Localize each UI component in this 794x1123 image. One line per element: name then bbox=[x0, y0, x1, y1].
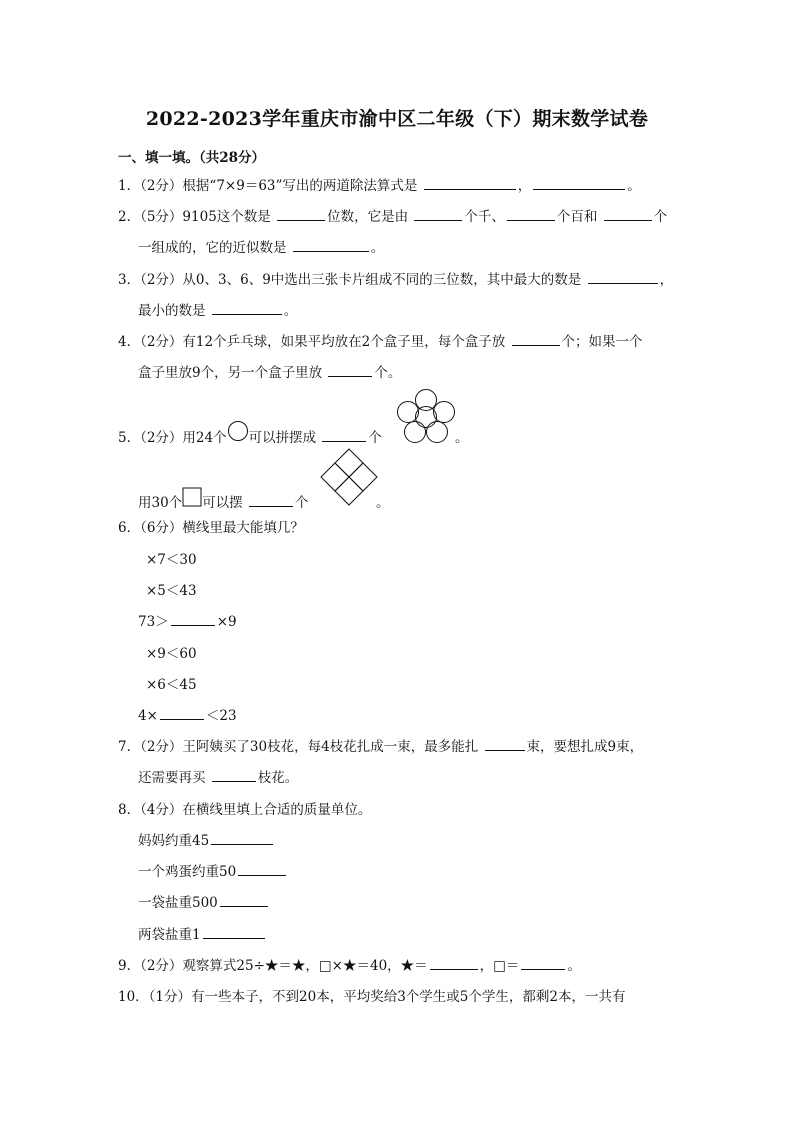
q8-row-4 bbox=[138, 925, 267, 945]
q6-row-6-a: 4× bbox=[138, 708, 158, 724]
q5-text-g: 个 bbox=[294, 495, 309, 511]
q6-blank-6[interactable] bbox=[160, 706, 204, 720]
question-8: 8．（4分）在横线里填上合适的质量单位。 bbox=[118, 802, 372, 818]
q6-row-1: ×7＜30 bbox=[146, 552, 197, 568]
q1-text: 1．（2分）根据“7×9＝63”写出的两道除法算式是 bbox=[118, 178, 418, 194]
q2-text-c: 个千、 bbox=[464, 209, 505, 225]
q7-text: 7．（2分）王阿姨买了30枝花，每4枝花扎成一束，最多能扎 bbox=[118, 739, 479, 755]
q5-blank-1[interactable] bbox=[322, 428, 366, 442]
q5-text-f: 可以摆 bbox=[202, 495, 243, 511]
question-1 bbox=[118, 176, 641, 196]
question-6: 6．（6分）横线里最大能填几？ bbox=[118, 520, 304, 536]
question-2-cont bbox=[138, 238, 384, 258]
q5-end-1: 。 bbox=[455, 430, 469, 446]
q3-text-c: 最小的数是 bbox=[138, 303, 206, 319]
circle-icon bbox=[227, 420, 249, 442]
question-9 bbox=[118, 956, 581, 976]
q9-blank-1[interactable] bbox=[430, 956, 478, 970]
q2-text: 2．（5分）9105这个数是 bbox=[118, 209, 271, 225]
q8-blank-4[interactable] bbox=[203, 925, 265, 939]
q6-row-3-a: 73＞ bbox=[138, 614, 169, 630]
q1-sep: ， bbox=[517, 178, 532, 194]
q3-text: 3．（2分）从0、3、6、9中选出三张卡片组成不同的三位数，其中最大的数是 bbox=[118, 272, 582, 288]
question-5-cont bbox=[138, 493, 308, 513]
q2-text-f: 一组成的，它的近似数是 bbox=[138, 240, 287, 256]
q7-text-d: 枝花。 bbox=[257, 770, 299, 786]
q8-row-4-text: 两袋盐重1 bbox=[138, 927, 201, 943]
q1-blank-2[interactable] bbox=[533, 176, 625, 190]
q2-text-e: 个 bbox=[653, 209, 668, 225]
q6-row-4: ×9＜60 bbox=[146, 646, 197, 662]
diamond-squares-figure bbox=[318, 448, 380, 508]
section-heading: 一、填一填。（共28分） bbox=[118, 150, 266, 166]
q5-text: 5．（2分）用24个 bbox=[118, 430, 227, 446]
question-4-cont bbox=[138, 363, 401, 383]
q5-text-e: 用30个 bbox=[138, 495, 183, 511]
q6-blank-3[interactable] bbox=[171, 612, 215, 626]
q9-text-c: 。 bbox=[567, 958, 581, 974]
q8-row-3 bbox=[138, 893, 270, 913]
q9-blank-2[interactable] bbox=[521, 956, 565, 970]
q3-blank-1[interactable] bbox=[588, 270, 658, 284]
q2-text-d: 个百和 bbox=[556, 209, 598, 225]
q6-row-3 bbox=[138, 612, 237, 632]
question-4 bbox=[118, 332, 643, 352]
q8-blank-3[interactable] bbox=[220, 893, 268, 907]
q2-text-g: 。 bbox=[370, 240, 385, 256]
question-10: 10．（1分）有一些本子，不到20本，平均奖给3个学生或5个学生，都剩2本，一共有 bbox=[118, 989, 626, 1005]
q4-blank-2[interactable] bbox=[328, 363, 372, 377]
q2-text-b: 位数，它是由 bbox=[327, 209, 409, 225]
q6-row-6-b: ＜23 bbox=[205, 708, 237, 724]
q7-text-c: 还需要再买 bbox=[138, 770, 206, 786]
q4-text: 4．（2分）有12个乒乓球，如果平均放在2个盒子里，每个盒子放 bbox=[118, 334, 506, 350]
q7-blank-2[interactable] bbox=[212, 768, 256, 782]
q8-blank-2[interactable] bbox=[238, 862, 286, 876]
q9-text: 9．（2分）观察算式25÷★＝★，□×★＝40，★＝ bbox=[118, 958, 428, 974]
q7-text-b: 束，要想扎成9束， bbox=[526, 739, 644, 755]
q4-text-b: 个；如果一个 bbox=[561, 334, 643, 350]
q6-row-3-b: ×9 bbox=[216, 614, 237, 630]
page-title: 2022-2023学年重庆市渝中区二年级（下）期末数学试卷 bbox=[145, 108, 649, 130]
q2-blank-4[interactable] bbox=[604, 207, 652, 221]
q8-row-1-text: 妈妈约重45 bbox=[138, 833, 210, 849]
question-3-cont bbox=[138, 301, 297, 321]
q8-row-2-text: 一个鸡蛋约重50 bbox=[138, 864, 237, 880]
q3-blank-2[interactable] bbox=[212, 301, 282, 315]
q6-row-5: ×6＜45 bbox=[146, 677, 197, 693]
q4-blank-1[interactable] bbox=[512, 332, 560, 346]
q1-blank-1[interactable] bbox=[424, 176, 516, 190]
q2-blank-5[interactable] bbox=[293, 238, 369, 252]
question-2 bbox=[118, 207, 667, 227]
q1-end: 。 bbox=[627, 178, 641, 194]
q4-text-d: 个。 bbox=[374, 365, 402, 381]
q6-row-6 bbox=[138, 706, 237, 726]
q6-row-2: ×5＜43 bbox=[146, 583, 197, 599]
q8-blank-1[interactable] bbox=[211, 831, 273, 845]
q7-blank-1[interactable] bbox=[485, 737, 525, 751]
square-icon bbox=[182, 487, 202, 507]
q2-blank-3[interactable] bbox=[507, 207, 555, 221]
q3-text-d: 。 bbox=[283, 303, 298, 319]
question-5 bbox=[118, 428, 382, 448]
q5-blank-2[interactable] bbox=[249, 493, 293, 507]
q3-text-b: ， bbox=[659, 272, 674, 288]
q5-text-b: 可以拼摆成 bbox=[248, 430, 317, 446]
question-7-cont bbox=[138, 768, 298, 788]
q2-blank-1[interactable] bbox=[277, 207, 325, 221]
q5-end-2: 。 bbox=[376, 495, 390, 511]
flower-circles-figure bbox=[395, 388, 457, 446]
q9-text-b: ，□＝ bbox=[479, 958, 520, 974]
q5-text-c: 个 bbox=[368, 430, 382, 446]
question-3 bbox=[118, 270, 673, 290]
q4-text-c: 盒子里放9个，另一个盒子里放 bbox=[138, 365, 323, 381]
q8-row-1 bbox=[138, 831, 275, 851]
q2-blank-2[interactable] bbox=[414, 207, 462, 221]
question-7 bbox=[118, 737, 643, 757]
q8-row-2 bbox=[138, 862, 288, 882]
q8-row-3-text: 一袋盐重500 bbox=[138, 895, 218, 911]
